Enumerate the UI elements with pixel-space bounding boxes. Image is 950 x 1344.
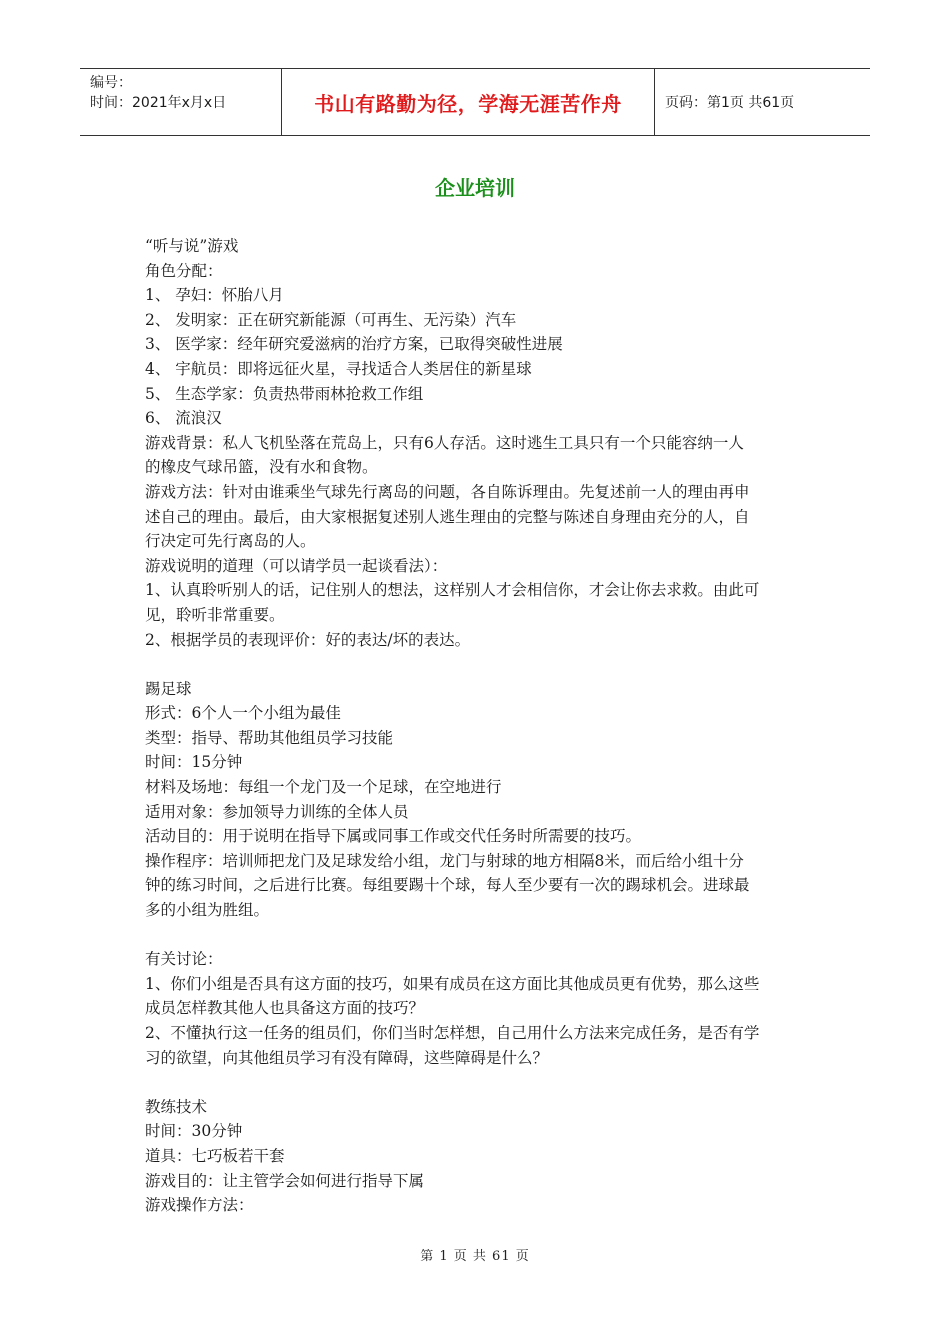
document-body [145,234,810,1218]
body-line: 6、 流浪汉 [145,409,222,428]
paragraph-gap [145,652,810,677]
body-line: 教练技术 [145,1097,208,1116]
body-line: 角色分配： [145,261,223,280]
page-info-text: 页码：第1页 共61页 [665,95,795,111]
body-line: 形式：6个人一个小组为最佳 [145,704,341,723]
body-line: 1、认真聆听别人的话，记住别人的想法，这样别人才会相信你，才会让你去求救。由此可 [145,581,760,600]
body-line: 1、 孕妇：怀胎八月 [145,286,284,305]
body-line: 游戏目的：让主管学会如何进行指导下属 [145,1171,425,1190]
body-line: 活动目的：用于说明在指导下属或同事工作或交代任务时所需要的技巧。 [145,827,642,846]
body-line: 述自己的理由。最后，由大家根据复述别人逃生理由的完整与陈述自身理由充分的人，自 [145,507,750,526]
body-line: 道具：七巧板若干套 [145,1146,285,1165]
body-line: 行决定可先行离岛的人。 [145,532,316,551]
header-page-info [655,69,870,135]
body-line: 的橡皮气球吊篮，没有水和食物。 [145,458,378,477]
body-line: 时间：15分钟 [145,753,243,772]
document-title: 企业培训 [435,176,515,200]
body-line: 类型：指导、帮助其他组员学习技能 [145,728,394,747]
time-label: 时间：2021年x月x日 [90,95,227,111]
body-line: 游戏背景：私人飞机坠落在荒岛上，只有6人存活。这时逃生工具只有一个只能容纳一人 [145,433,744,452]
body-line: 1、你们小组是否具有这方面的技巧，如果有成员在这方面比其他成员更有优势，那么这些 [145,974,760,993]
header-meta [80,69,282,135]
body-line: “听与说”游戏 [145,237,239,255]
body-line: 4、 宇航员：即将远征火星，寻找适合人类居住的新星球 [145,359,532,378]
body-line: 5、 生态学家：负责热带雨林抢救工作组 [145,384,424,403]
body-line: 习的欲望，向其他组员学习有没有障碍，这些障碍是什么？ [145,1048,549,1067]
body-line: 时间：30分钟 [145,1122,243,1141]
header-table [80,68,870,136]
body-line: 游戏操作方法： [145,1196,254,1215]
body-line: 材料及场地：每组一个龙门及一个足球，在空地进行 [145,778,502,797]
page-footer: 第 1 页 共 61 页 [420,1249,530,1264]
body-line: 游戏说明的道理（可以请学员一起谈看法）： [145,556,448,575]
body-line: 成员怎样教其他人也具备这方面的技巧？ [145,999,425,1018]
body-line: 3、 医学家：经年研究爱滋病的治疗方案，已取得突破性进展 [145,335,563,354]
body-line: 游戏方法：针对由谁乘坐气球先行离岛的问题，各自陈诉理由。先复述前一人的理由再申 [145,482,750,501]
header-motto [282,69,655,135]
body-line: 多的小组为胜组。 [145,901,270,920]
body-line: 适用对象：参加领导力训练的全体人员 [145,802,409,821]
body-line: 有关讨论： [145,950,223,969]
paragraph-gap [145,1070,810,1095]
paragraph-gap [145,923,810,948]
body-line: 2、 发明家：正在研究新能源（可再生、无污染）汽车 [145,310,517,329]
body-line: 2、根据学员的表现评价：好的表达/坏的表达。 [145,630,471,649]
body-line: 操作程序：培训师把龙门及足球发给小组，龙门与射球的地方相隔8米，而后给小组十分 [145,851,744,870]
body-line: 2、不懂执行这一任务的组员们，你们当时怎样想，自己用什么方法来完成任务，是否有学 [145,1024,760,1042]
body-line: 钟的练习时间，之后进行比赛。每组要踢十个球，每人至少要有一次的踢球机会。进球最 [145,876,750,895]
body-line: 踢足球 [145,679,192,698]
motto-text: 书山有路勤为径，学海无涯苦作舟 [314,91,622,116]
body-line: 见，聆听非常重要。 [145,605,285,624]
number-label: 编号： [90,75,132,91]
